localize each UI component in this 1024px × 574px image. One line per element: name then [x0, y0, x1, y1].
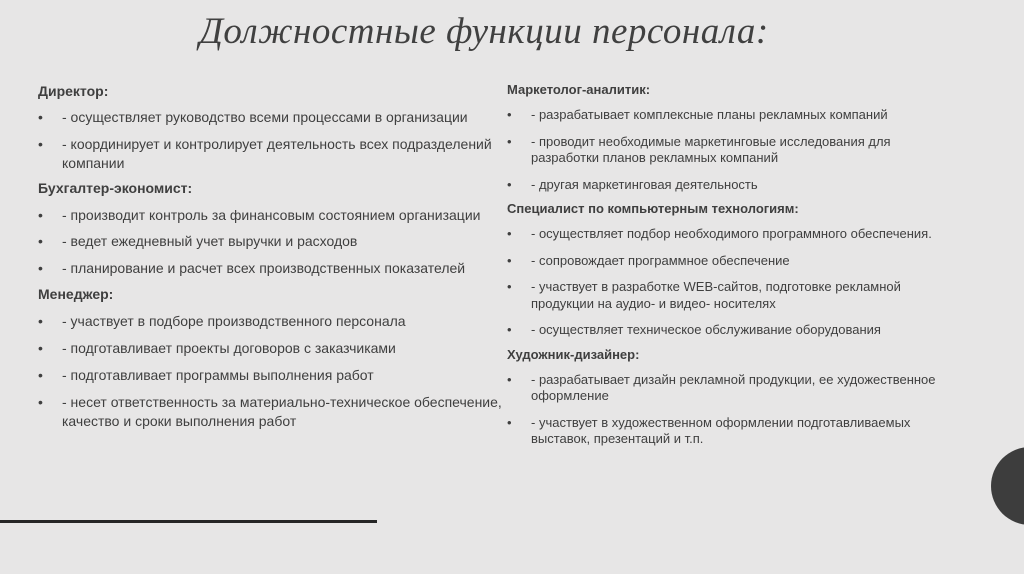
bullet-list [507, 226, 947, 339]
list-item: • - осуществляет подбор необходимого программного обеспечения. [507, 226, 932, 241]
list-item: • - осуществляет руководство всеми процессами в организации [38, 109, 468, 125]
bullet-icon: • [38, 260, 43, 276]
slide-title: Должностные функции персонала: [199, 11, 769, 52]
bullet-list [507, 372, 947, 448]
section-heading: Бухгалтер-экономист: [38, 180, 193, 196]
list-item: • - ведет ежедневный учет выручки и расходов [38, 233, 358, 249]
section-accountant [38, 179, 508, 278]
right-column [507, 82, 947, 448]
bottom-divider [0, 520, 377, 523]
list-item: • - подготавливает проекты договоров с заказчиками [38, 340, 396, 356]
bullet-icon: • [38, 394, 43, 410]
list-item: • - другая маркетинговая деятельность [507, 176, 758, 192]
bullet-icon: • [38, 136, 43, 152]
bullet-icon: • [507, 414, 512, 430]
list-item: • - участвует в разработке WEB-сайтов, подготовке рекламной продукции на аудио- и видео- носителях [507, 279, 901, 311]
list-item: • - осуществляет техническое обслуживание оборудования [507, 322, 881, 337]
list-item: • - подготавливает программы выполнения работ [38, 367, 374, 383]
section-marketer [507, 82, 947, 193]
bullet-list [38, 206, 508, 278]
bullet-list [38, 312, 508, 431]
bullet-icon: • [507, 176, 512, 192]
section-heading: Менеджер: [38, 286, 114, 302]
bullet-icon: • [507, 133, 512, 149]
bullet-list [38, 108, 508, 173]
bullet-icon: • [507, 226, 512, 241]
list-item: • - координирует и контролирует деятельность всех подразделений компании [38, 136, 492, 171]
bullet-icon: • [38, 340, 43, 356]
list-item: • - разрабатывает дизайн рекламной продукции, ее художественное оформление [507, 371, 936, 403]
section-heading: Маркетолог-аналитик: [507, 82, 651, 97]
list-item: • - планирование и расчет всех производственных показателей [38, 260, 466, 276]
bullet-icon: • [507, 107, 512, 122]
bullet-icon: • [507, 371, 512, 387]
section-heading: Специалист по компьютерным технологиям: [507, 201, 799, 216]
section-designer [507, 347, 947, 448]
bullet-icon: • [507, 279, 512, 294]
list-item: • - участвует в подборе производственного персонала [38, 313, 406, 329]
list-item: • - разрабатывает комплексные планы рекламных компаний [507, 107, 888, 122]
section-it-specialist [507, 201, 947, 339]
bullet-icon: • [38, 367, 43, 383]
bullet-icon: • [507, 252, 512, 268]
section-director [38, 82, 508, 173]
list-item: • - проводит необходимые маркетинговые исследования для разработки планов рекламных компаний [507, 133, 891, 165]
list-item: • - несет ответственность за материально-техническое обеспечение, качество и сроки выполнения работ [38, 394, 502, 429]
bullet-icon: • [38, 313, 43, 329]
corner-circle-decoration [991, 447, 1024, 525]
bullet-icon: • [507, 322, 512, 337]
section-heading: Директор: [38, 83, 109, 99]
list-item: • - производит контроль за финансовым состоянием организации [38, 207, 481, 223]
bullet-icon: • [38, 207, 43, 223]
bullet-icon: • [38, 109, 43, 125]
left-column [38, 82, 508, 431]
list-item: • - сопровождает программное обеспечение [507, 252, 790, 268]
section-manager [38, 285, 508, 431]
section-heading: Художник-дизайнер: [507, 346, 640, 362]
bullet-icon: • [38, 233, 43, 249]
bullet-list [507, 107, 947, 193]
list-item: • - участвует в художественном оформлении подготавливаемых выставок, презентаций и т.п. [507, 414, 911, 446]
